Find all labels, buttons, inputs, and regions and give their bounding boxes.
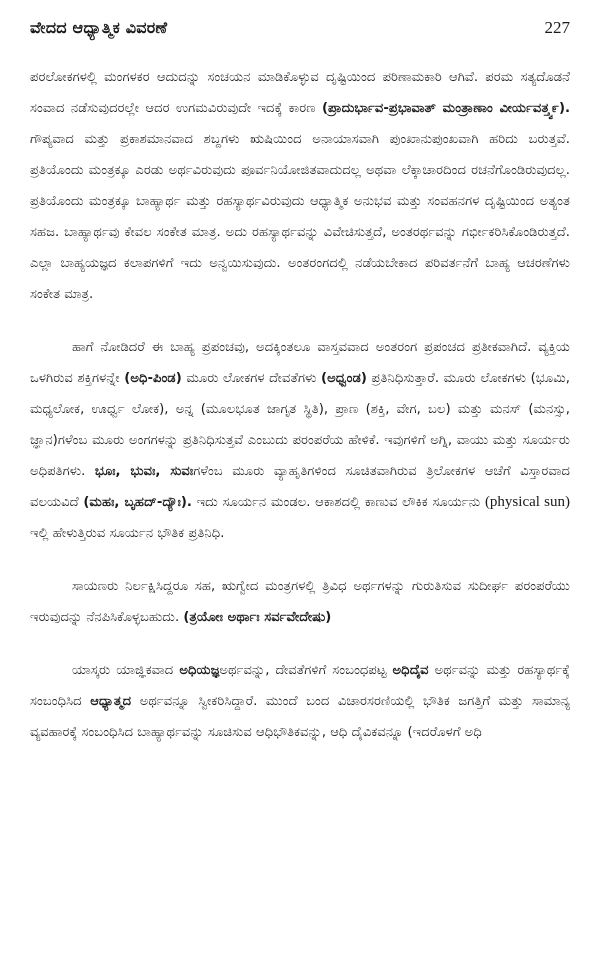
paragraph-gap bbox=[30, 310, 570, 332]
text-run: ಮೂರು ಲೋಕಗಳ ದೇವತೆಗಳು bbox=[181, 371, 322, 386]
bold-phrase: ಭೂಃ, ಭುವಃ, ಸುವಃ bbox=[94, 464, 194, 479]
text-run: ಪ್ರತಿನಿಧಿಸುತ್ತಾರೆ. ಮೂರು ಲೋಕಗಳು (ಭೂಮಿ, ಮಧ್ಯಲೋಕ, ಊರ್ಧ್ವ ಲೋಕ), ಅನ್ನ (ಮೂಲಭೂತ ಜಾಗೃತ ಸ್ಥಿತಿ), ಪ್ರಾಣ (ಶಕ್ತಿ, ವೇಗ, ಬಲ) ಮತ್ತು ಮನಸ್ (ಮನಸ್ಸು, ಜ್ಞಾನ)ಗಳೆಂಬ ಮೂರು ಅಂಗಗಳನ್ನು ಪ್ರತಿನಿಧಿಸುತ್ತವೆ ಎಂಬುದು ಪರಂಪರೆಯ ಹೇಳಿಕೆ. ಇವುಗಳಿಗೆ ಅಗ್ನಿ, ವಾಯು ಮತ್ತು ಸೂರ್ಯರು ಅಧಿಪತಿಗಳು. bbox=[30, 371, 570, 479]
paragraph-gap bbox=[30, 549, 570, 571]
text-run: ಗಳೆಂಬ ಮೂರು ವ್ಯಾಹೃತಿಗಳಿಂದ ಸೂಚಿತವಾಗಿರುವ ತ್ರಿಲೋಕಗಳ ಆಚೆಗೆ ವಿಸ್ತಾರವಾದ ವಲಯವಿದೆ bbox=[30, 464, 570, 510]
paragraph-1 bbox=[30, 62, 570, 310]
running-head: ವೇದದ ಆಧ್ಯಾತ್ಮಿಕ ವಿವರಣೆ bbox=[30, 18, 168, 37]
paragraph-2 bbox=[30, 332, 570, 549]
paragraph-3 bbox=[30, 571, 570, 633]
bold-phrase: (ಅಧ್ವಂಡ) bbox=[321, 371, 367, 386]
text-run: ಸಾಯಣರು ನಿರ್ಲಕ್ಷಿಸಿದ್ದರೂ ಸಹ, ಋಗ್ವೇದ ಮಂತ್ರಗಳಲ್ಲಿ ತ್ರಿವಿಧ ಅರ್ಥಗಳನ್ನು ಗುರುತಿಸುವ ಸುದೀರ್ಘ ಪರಂಪರೆಯು ಇರುವುದನ್ನು ನೆನಪಿಸಿಕೊಳ್ಳಬಹುದು. bbox=[30, 579, 570, 625]
text-run: ಅರ್ಥವನ್ನೂ ಸ್ವೀಕರಿಸಿದ್ದಾರೆ. ಮುಂದೆ ಬಂದ ವಿಚಾರಸರಣಿಯಲ್ಲಿ ಭೌತಿಕ ಜಗತ್ತಿಗೆ ಮತ್ತು ಸಾಮಾನ್ಯ ವ್ಯವಹಾರಕ್ಕೆ ಸಂಬಂಧಿಸಿದ ಬಾಹ್ಯಾರ್ಥವನ್ನು ಸೂಚಿಸುವ ಆಧಿಭೌತಿಕವನ್ನು, ಆಧಿ ದೈವಿಕವನ್ನೂ (ಇದರೊಳಗೆ ಅಧಿ bbox=[30, 694, 570, 740]
bold-phrase: (ಪ್ರಾದುರ್ಭಾವ-ಪ್ರಭಾವಾತ್ ಮಂತ್ರಾಣಾಂ ವೀರ್ಯವತ್ತ್ವ೯). bbox=[321, 101, 570, 116]
text-run: ಇದು ಸೂರ್ಯನ ಮಂಡಲ. ಆಕಾಶದಲ್ಲಿ ಕಾಣುವ ಲೌಕಿಕ ಸೂರ್ಯನು bbox=[191, 495, 485, 510]
text-run: ಅರ್ಥವನ್ನು, ದೇವತೆಗಳಿಗೆ ಸಂಬಂಧಪಟ್ಟ bbox=[219, 663, 393, 678]
page-number: 227 bbox=[544, 18, 570, 37]
latin-phrase: (physical sun) bbox=[484, 494, 570, 510]
text-run: ಇಲ್ಲಿ ಹೇಳುತ್ತಿರುವ ಸೂರ್ಯನ ಭೌತಿಕ ಪ್ರತಿನಿಧಿ. bbox=[30, 526, 225, 541]
bold-phrase: (ಮಹಃ, ಬೃಹದ್-ದ್ಯೌಃ). bbox=[83, 495, 192, 510]
bold-phrase: (ಅಧಿ-ಪಿಂಡ) bbox=[124, 371, 182, 386]
bold-phrase: ಅಧಿದೈವ bbox=[392, 663, 429, 678]
text-run: ಹಾಗೆ ನೋಡಿದರೆ ಈ ಬಾಹ್ಯ ಪ್ರಪಂಚವು, ಅದಕ್ಕಿಂತಲೂ ವಾಸ್ತವವಾದ ಅಂತರಂಗ ಪ್ರಪಂಚದ ಪ್ರತೀಕವಾಗಿದೆ. ವ್ಯಕ್ತಿಯ ಒಳಗಿರುವ ಶಕ್ತಿಗಳನ್ನೇ bbox=[30, 340, 570, 386]
text-run: ಅರ್ಥವನ್ನು ಮತ್ತು ರಹಸ್ಯಾರ್ಥಕ್ಕೆ ಸಂಬಂಧಿಸಿದ bbox=[30, 663, 570, 709]
paragraph-gap bbox=[30, 633, 570, 655]
page-header bbox=[30, 18, 570, 48]
bold-phrase: ಆಧ್ಯಾತ್ಮದ bbox=[90, 694, 132, 709]
text-run: ಯಾಸ್ಕರು ಯಾಜ್ಞಿಕವಾದ bbox=[72, 663, 180, 678]
bold-phrase: (ತ್ರಯೋಃ ಅರ್ಥಾಃ ಸರ್ವವೇದೇಷು) bbox=[183, 610, 332, 625]
bold-phrase: ಅಧಿಯಜ್ಞ bbox=[179, 663, 220, 678]
text-run: ಪರಲೋಕಗಳಲ್ಲಿ ಮಂಗಳಕರ ಆದುದನ್ನು ಸಂಚಯನ ಮಾಡಿಕೊಳ್ಳುವ ದೃಷ್ಟಿಯಿಂದ ಪರಿಣಾಮಕಾರಿ ಆಗಿವೆ. ಪರಮ ಸತ್ಯದೊಡನೆ ಸಂವಾದ ನಡೆಸುವುದರಲ್ಲೇ ಆದರ ಉಗಮವಿರುವುದೇ ಇದಕ್ಕೆ ಕಾರಣ bbox=[30, 70, 570, 116]
text-run: ಗೌಪ್ಯವಾದ ಮತ್ತು ಪ್ರಕಾಶಮಾನವಾದ ಶಬ್ದಗಳು ಋಷಿಯಿಂದ ಅನಾಯಾಸವಾಗಿ ಪುಂಖಾನುಪುಂಖವಾಗಿ ಹರಿದು ಬರುತ್ತವೆ. ಪ್ರತಿಯೊಂದು ಮಂತ್ರಕ್ಕೂ ಎರಡು ಅರ್ಥವಿರುವುದು ಪೂರ್ವನಿಯೋಜಿತವಾದುದಲ್ಲ ಅಥವಾ ಲೆಕ್ಕಾಚಾರದಿಂದ ರಚನೆಗೊಂಡಿರುವುದಲ್ಲ. ಪ್ರತಿಯೊಂದು ಮಂತ್ರಕ್ಕೂ ಬಾಹ್ಯಾರ್ಥ ಮತ್ತು ರಹಸ್ಯಾರ್ಥವಿರುವುದು ಆಧ್ಯಾತ್ಮಿಕ ಅನುಭವ ಮತ್ತು ಸಂವಹನಗಳ ದೃಷ್ಟಿಯಿಂದ ಅತ್ಯಂತ ಸಹಜ. ಬಾಹ್ಯಾರ್ಥವು ಕೇವಲ ಸಂಕೇತ ಮಾತ್ರ. ಅದು ರಹಸ್ಯಾರ್ಥವನ್ನು ವಿವೇಚಿಸುತ್ತದೆ, ಅಂತರರ್ಥವನ್ನು ಗರ್ಭೀಕರಿಸಿಕೊಂಡಿರುತ್ತದೆ. ಎಲ್ಲಾ ಬಾಹ್ಯಯಜ್ಞದ ಕಲಾಪಗಳಿಗೆ ಇದು ಅನ್ವಯಿಸುವುದು. ಅಂತರಂಗದಲ್ಲಿ ನಡೆಯಬೇಕಾದ ಪರಿವರ್ತನೆಗೆ ಬಾಹ್ಯ ಆಚರಣೆಗಳು ಸಂಕೇತ ಮಾತ್ರ. bbox=[30, 132, 570, 302]
body-text bbox=[30, 62, 570, 748]
paragraph-4 bbox=[30, 655, 570, 748]
